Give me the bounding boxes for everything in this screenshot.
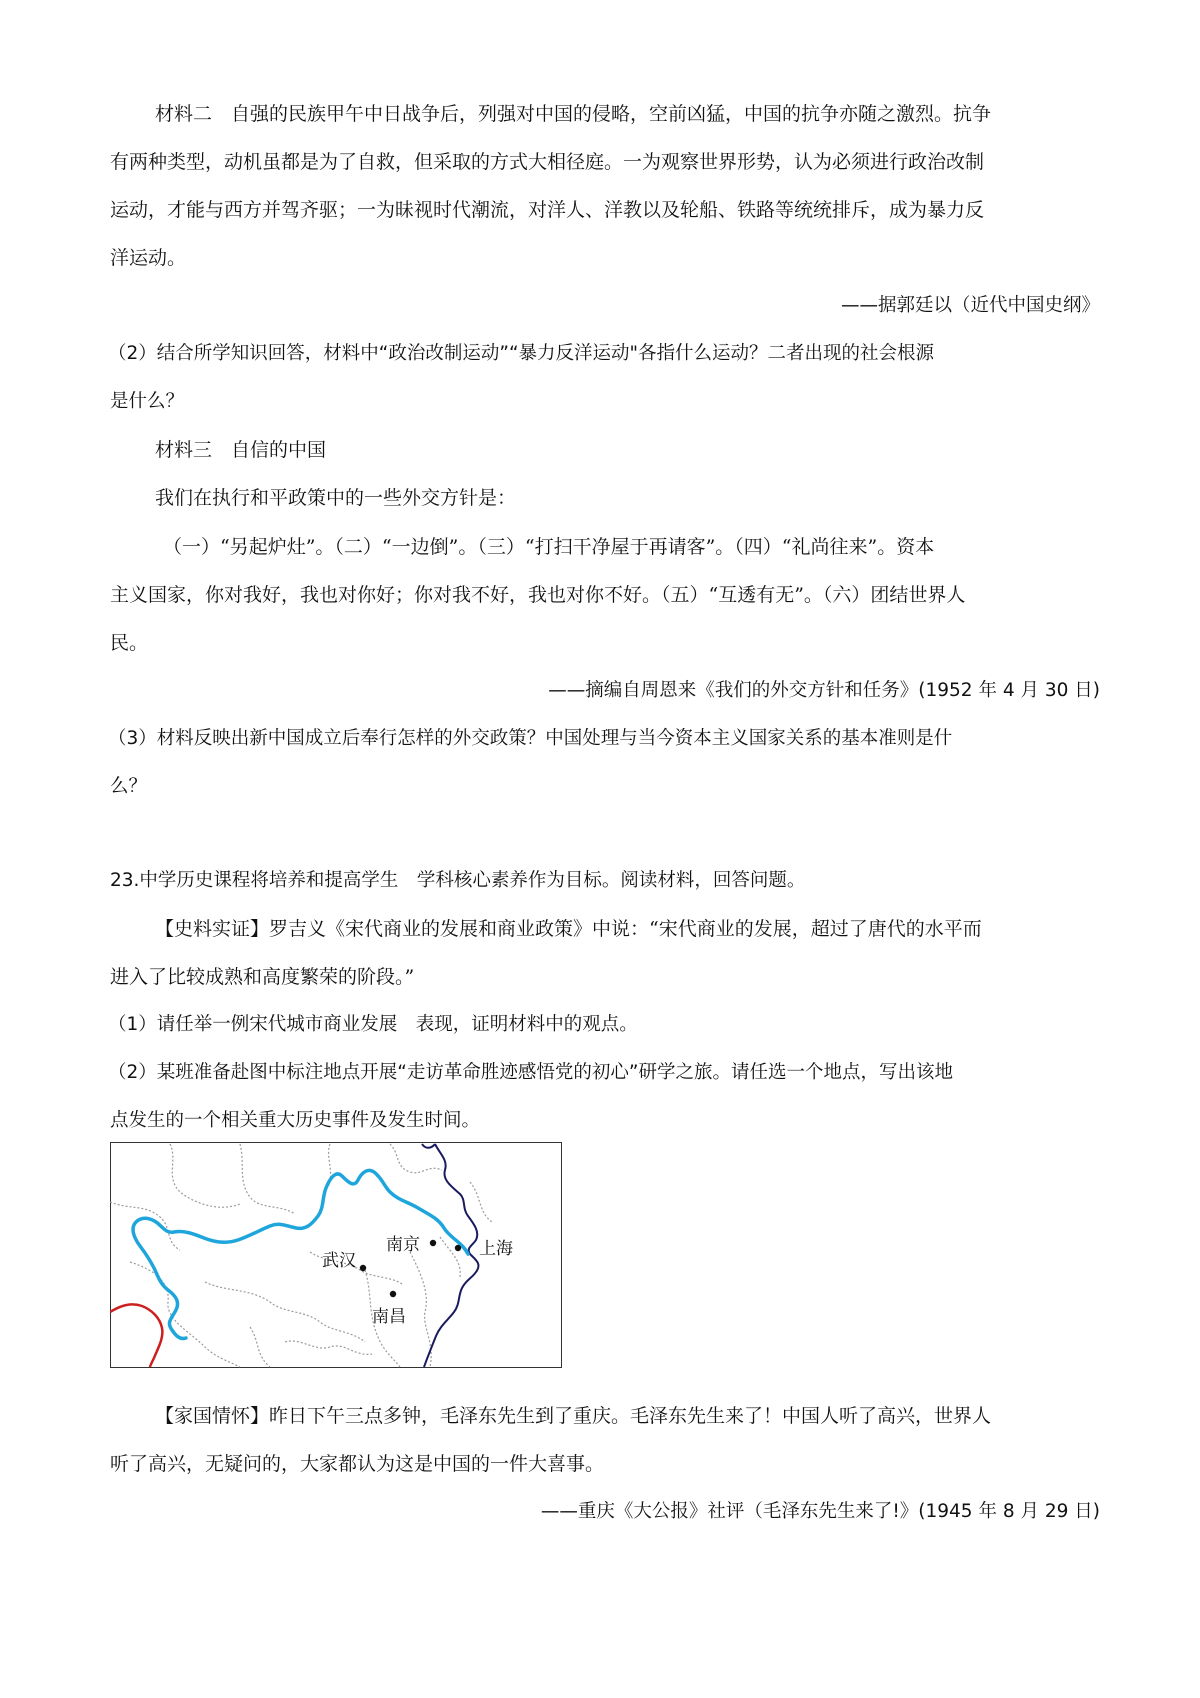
question23-evidence-line-1: 【史料实证】罗吉义《宋代商业的发展和商业政策》中说：“宋代商业的发展，超过了唐代的水平而 — [155, 918, 982, 940]
shanghai-label: 上海 — [479, 1239, 513, 1259]
wuhan-marker — [360, 1265, 366, 1271]
material3-line-2: 主义国家，你对我好，我也对你好；你对我不好，我也对你不好。（五）“互透有无”。（六）团结世界人 — [110, 584, 966, 606]
material2-line-3: 运动，才能与西方并驾齐驱；一为昧视时代潮流，对洋人、洋教以及轮船、铁路等统统排斥，成为暴力反 — [110, 199, 985, 221]
homeland-source: ——重庆《大公报》社评（毛泽东先生来了!》(1945 年 8 月 29 日) — [540, 1501, 1100, 1522]
wuhan-label: 武汉 — [322, 1251, 356, 1271]
question3-line-2: 么？ — [110, 776, 148, 797]
question23-stem: 23.中学历史课程将培养和提高学生 学科核心素养作为目标。阅读材料，回答问题。 — [110, 870, 806, 891]
nanchang-marker — [390, 1291, 396, 1297]
material3-title: 材料三 自信的中国 — [155, 439, 327, 461]
question23-evidence-line-2: 进入了比较成熟和高度繁荣的阶段。” — [110, 966, 415, 988]
material3-source: ——摘编自周恩来《我们的外交方针和任务》(1952 年 4 月 30 日) — [548, 680, 1100, 701]
question23-sub2-line-1: （2）某班准备赴图中标注地点开展“走访革命胜迹感悟党的初心”研学之旅。请任选一个地点，写出该地 — [108, 1062, 953, 1083]
question23-sub2-line-2: 点发生的一个相关重大历史事件及发生时间。 — [110, 1110, 481, 1131]
nanjing-label: 南京 — [386, 1235, 420, 1255]
nanjing-marker — [430, 1240, 436, 1246]
nanchang-label: 南昌 — [372, 1307, 406, 1327]
material3-intro: 我们在执行和平政策中的一些外交方针是： — [155, 487, 517, 509]
question2-line-1: （2）结合所学知识回答，材料中“政治改制运动”“暴力反洋运动"各指什么运动？二者出现的社会根源 — [108, 343, 935, 364]
question3-line-1: （3）材料反映出新中国成立后奉行怎样的外交政策？中国处理与当今资本主义国家关系的基本准则是什 — [108, 728, 953, 749]
shanghai-marker — [455, 1245, 461, 1251]
material2-source: ——据郭廷以（近代中国史纲》 — [840, 295, 1100, 316]
material2-line-4: 洋运动。 — [110, 247, 187, 269]
revolution-sites-map — [110, 1142, 562, 1368]
material2-line-1: 材料二 自强的民族甲午中日战争后，列强对中国的侵略，空前凶猛，中国的抗争亦随之激烈。抗争 — [155, 103, 992, 125]
question2-line-2: 是什么？ — [110, 391, 185, 412]
material3-line-3: 民。 — [110, 632, 149, 654]
material2-line-2: 有两种类型，动机虽都是为了自救，但采取的方式大相径庭。一为观察世界形势，认为必须进行政治改制 — [110, 151, 985, 173]
homeland-line-1: 【家国情怀】昨日下午三点多钟，毛泽东先生到了重庆。毛泽东先生来了！中国人听了高兴，世界人 — [155, 1405, 992, 1427]
material3-line-1: （一）“另起炉灶”。（二）“一边倒”。（三）“打扫干净屋于再请客”。（四）“礼尚往来”。资本 — [163, 536, 935, 558]
homeland-line-2: 听了高兴，无疑问的，大家都认为这是中国的一件大喜事。 — [110, 1453, 605, 1475]
question23-sub1: （1）请任举一例宋代城市商业发展 表现，证明材料中的观点。 — [108, 1014, 638, 1035]
